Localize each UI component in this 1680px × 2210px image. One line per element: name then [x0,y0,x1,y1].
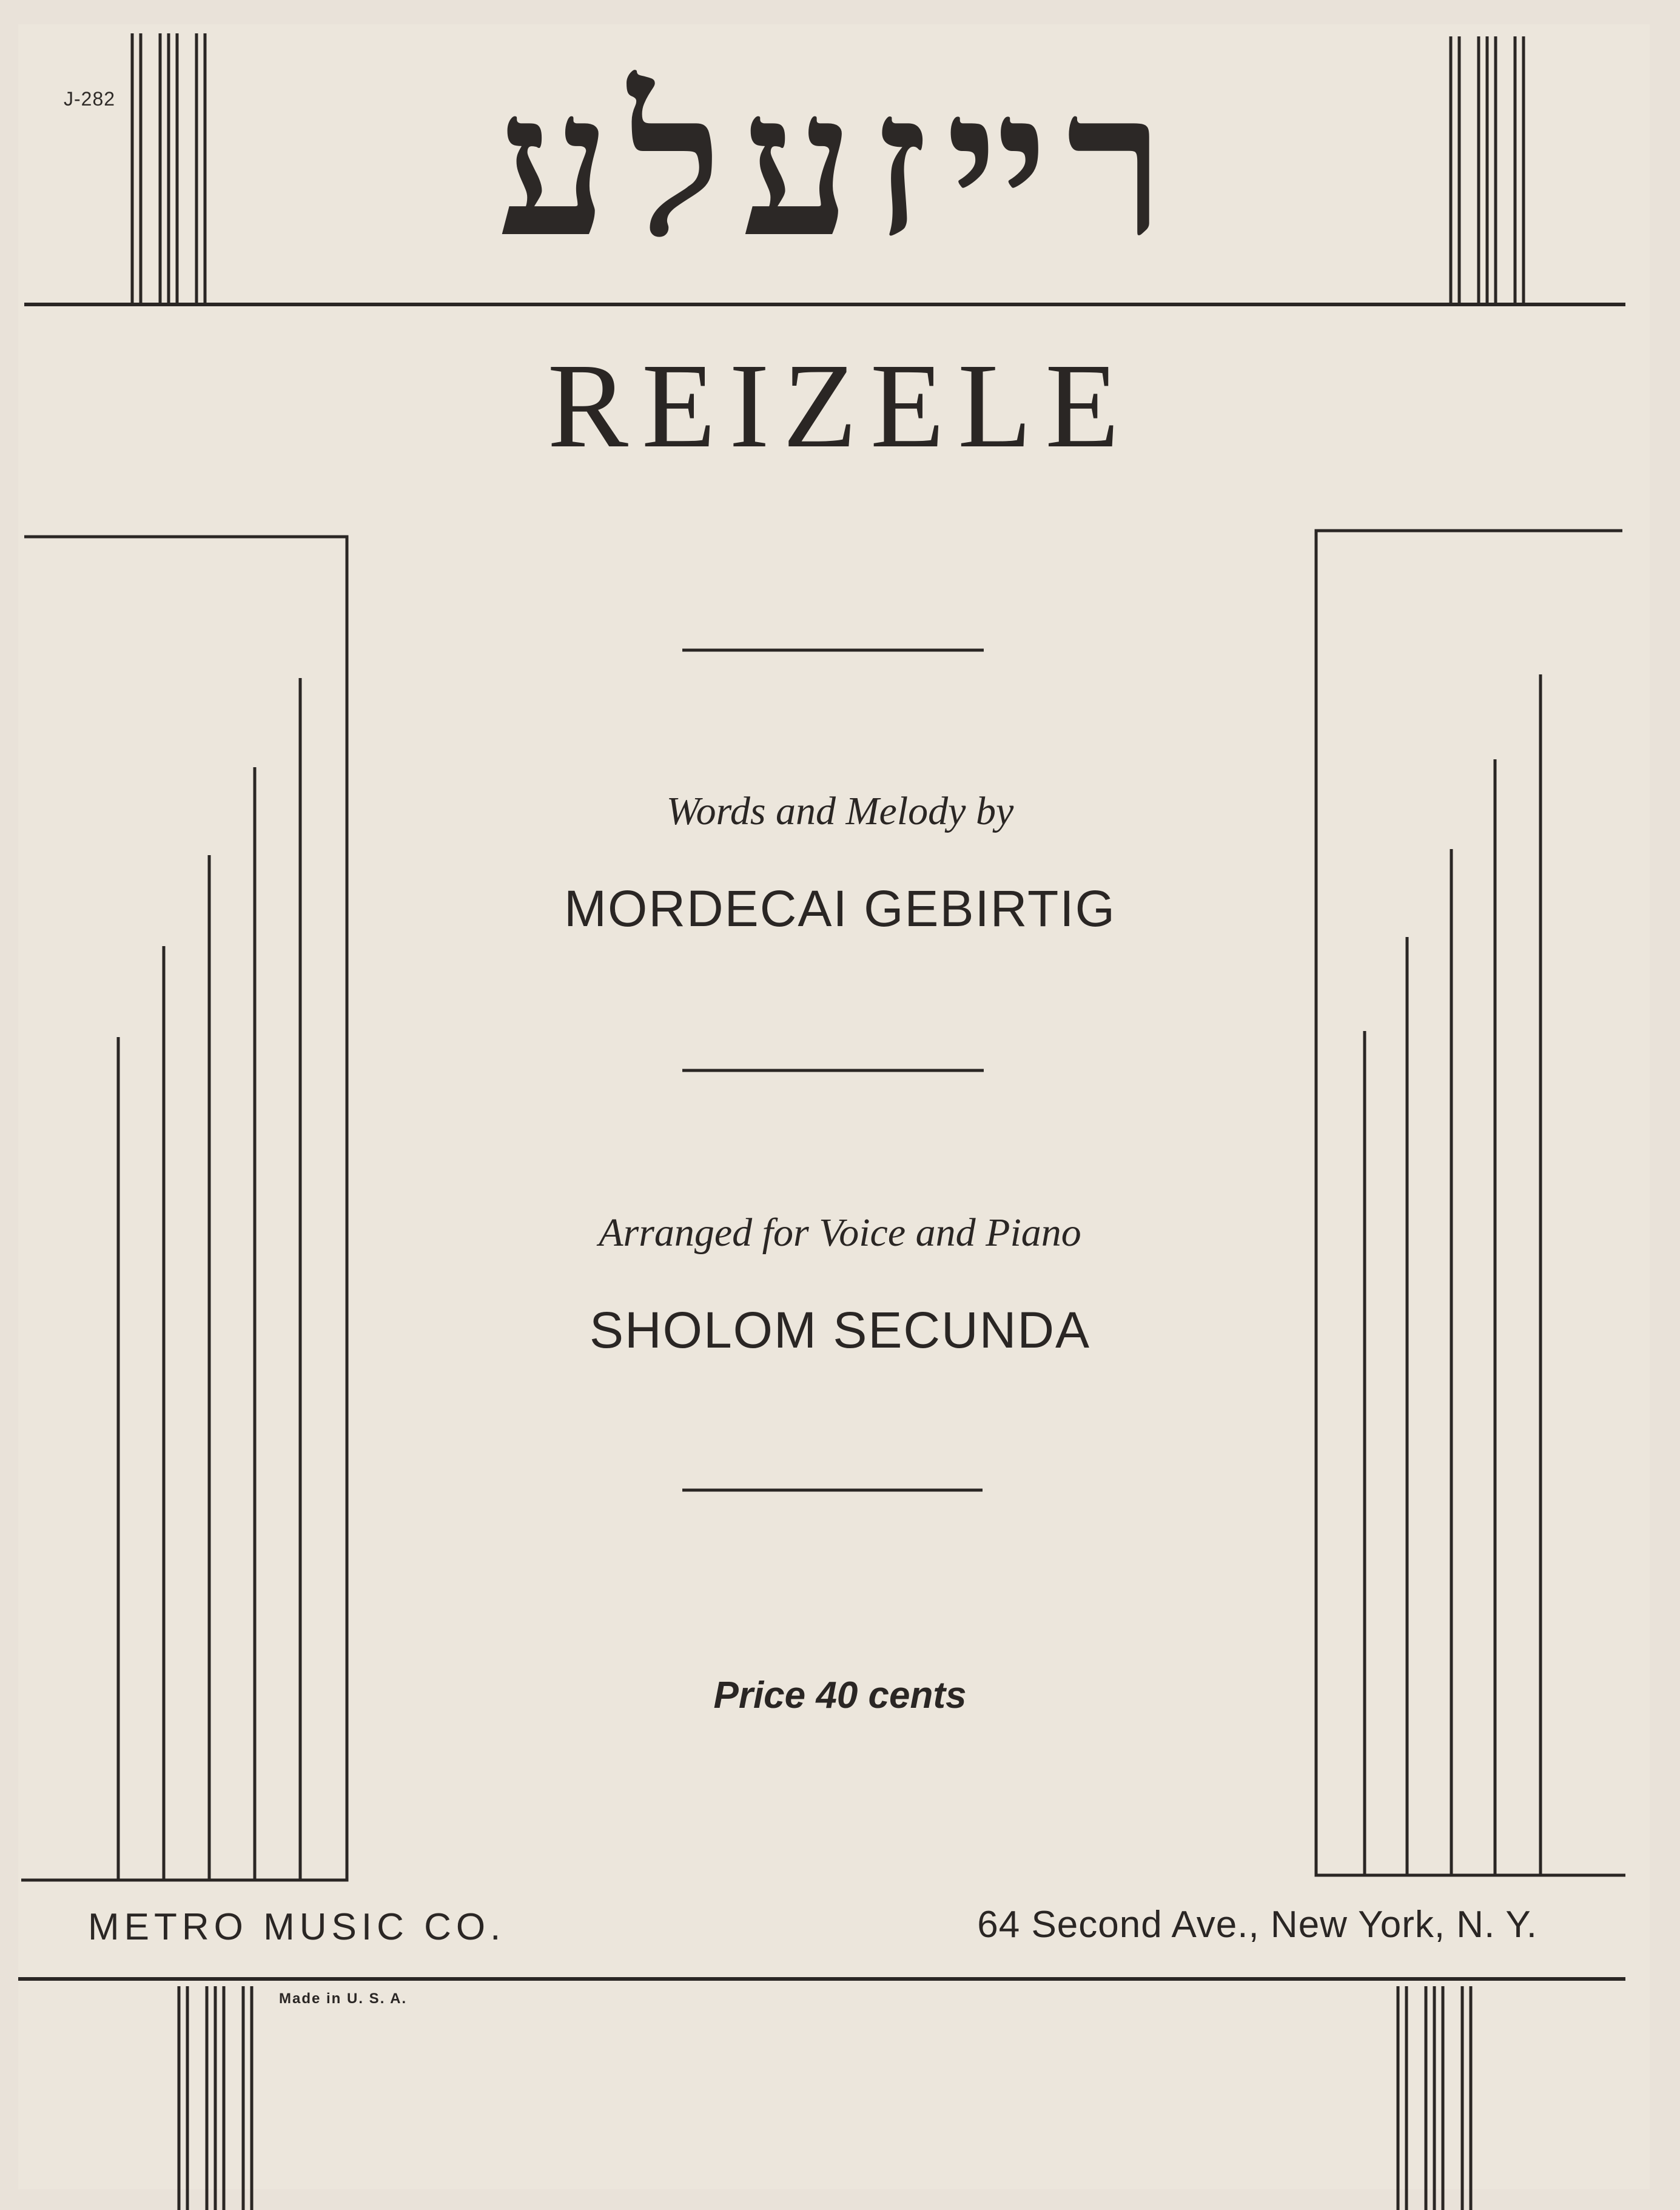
publisher-address: 64 Second Ave., New York, N. Y. [977,1904,1537,1946]
center-dividers [682,650,984,1490]
lyricist-label: Words and Melody by [666,789,1014,833]
song-title: REIZELE [547,339,1133,473]
bottom-left-bars [179,1986,252,2210]
price-label: Price 40 cents [713,1674,967,1716]
yiddish-title: רײזעלע [497,46,1183,281]
publisher-name: METRO MUSIC CO. [88,1906,506,1948]
made-in-label: Made in U. S. A. [279,1990,408,2007]
bottom-right-bars [1398,1986,1471,2210]
catalog-number: J-282 [64,88,116,110]
arranger-name: SHOLOM SECUNDA [589,1301,1091,1359]
arranger-label: Arranged for Voice and Piano [599,1211,1081,1255]
lyricist-name: MORDECAI GEBIRTIG [564,880,1116,937]
